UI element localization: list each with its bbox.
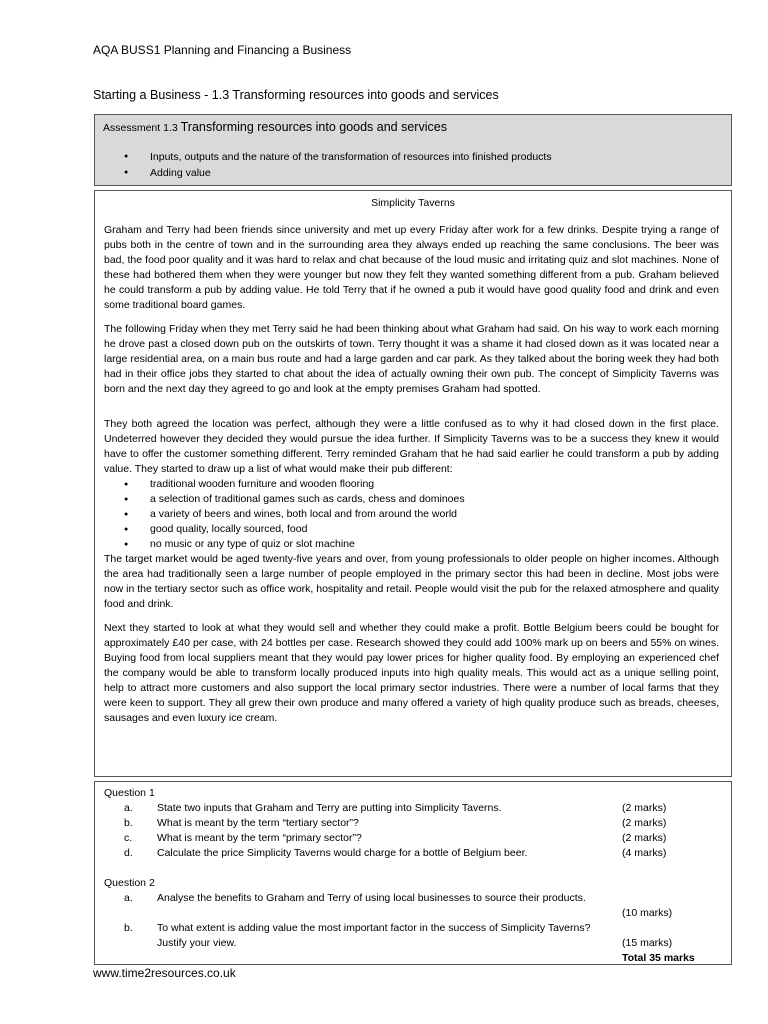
footer-url: www.time2resources.co.uk (93, 966, 236, 980)
assessment-label: Assessment 1.3 (103, 122, 178, 134)
question-text: Analyse the benefits to Graham and Terry of using local businesses to source their products. (157, 892, 586, 904)
question-row (104, 936, 724, 951)
question-row (104, 921, 724, 936)
assessment-heading (103, 120, 447, 134)
question-text: State two inputs that Graham and Terry are putting into Simplicity Taverns. (157, 802, 502, 814)
question-1-label: Question 1 (104, 787, 155, 799)
question-letter: c. (124, 832, 133, 844)
questions-box (94, 781, 732, 965)
assessment-bullets (124, 149, 552, 181)
case-paragraph: The target market would be aged twenty-five years and over, from young professionals to older people on higher incomes. Although the area had traditionally seen a large number of people employed in the primary sector this had been in decline. Most jobs were now in the tertiary sector such as office work, hospitality and retail. People would visit the pub for the relaxed atmosphere and quality food and drink. (104, 553, 719, 610)
case-paragraph: They both agreed the location was perfect, although they were a little confused as to why it had closed down in the first place. Undeterred however they decided they would pursue the idea further. If Simplicity Taverns was to be a success they knew it would have to offer the customer something different. Terry reminded Graham that he had said earlier he could transform a pub by adding value. They started to draw up a list of what would make their pub different: (104, 418, 719, 475)
topic-title: Starting a Business - 1.3 Transforming resources into goods and services (93, 88, 499, 102)
question-row (104, 846, 724, 861)
assessment-bullet: ● Adding value (124, 165, 552, 181)
question-row (104, 831, 724, 846)
total-marks: Total 35 marks (622, 952, 695, 964)
question-letter: a. (124, 802, 133, 814)
question-marks: (2 marks) (622, 802, 667, 814)
question-row (104, 891, 724, 906)
question-marks: (2 marks) (622, 817, 667, 829)
question-marks: (10 marks) (622, 907, 673, 919)
list-item: ● traditional wooden furniture and wooden flooring (124, 477, 719, 492)
question-text: Justify your view. (157, 937, 237, 949)
case-paragraph: The following Friday when they met Terry said he had been thinking about what Graham had said. On his way to work each morning he drove past a closed down pub on the outskirts of town. Terry thought it was a shame it had closed down as it was located near a large residential area, on a main bus route and had a large garden and car park. As they talked about the boring week they had both had in their office jobs they started to chat about the idea of actually owning their own pub. The concept of Simplicity Taverns was born and the next day they agreed to go and look at the empty premises Graham had spotted. (104, 323, 719, 395)
case-paragraph: Next they started to look at what they would sell and whether they could make a profit. Bottle Belgium beers could be bought for approximately £40 per case, with 24 bottles per case. Research showed they could add 100% mark up on beers and 55% on wines. Buying food from local suppliers meant that they would pay lower prices for higher quality food. By employing an experienced chef the company would be able to transform locally produced inputs into high quality meals. This would act as a unique selling point, help to attract more customers and also support the local primary sector industries. There were a number of local farms that they were keen to support. They all grew their own produce and many offered a variety of high quality produce such as breads, cheeses, sausages and even luxury ice cream. (104, 622, 719, 724)
question-marks: (4 marks) (622, 847, 667, 859)
question-letter: d. (124, 847, 133, 859)
question-text: What is meant by the term “primary sector”? (157, 832, 362, 844)
course-title: AQA BUSS1 Planning and Financing a Business (93, 43, 352, 57)
question-row (104, 906, 724, 921)
case-study-title: Simplicity Taverns (371, 197, 455, 209)
case-study-body (104, 223, 719, 735)
question-row (104, 801, 724, 816)
assessment-box (94, 114, 732, 186)
assessment-title: Transforming resources into goods and services (180, 120, 447, 134)
question-letter: b. (124, 922, 133, 934)
list-item: ● good quality, locally sourced, food (124, 522, 719, 537)
question-letter: b. (124, 817, 133, 829)
list-item: ● a selection of traditional games such as cards, chess and dominoes (124, 492, 719, 507)
case-study-box (94, 190, 732, 777)
question-letter: a. (124, 892, 133, 904)
question-row (104, 951, 724, 966)
question-text: To what extent is adding value the most important factor in the success of Simplicity Taverns? (157, 922, 591, 934)
list-item: ● no music or any type of quiz or slot machine (124, 537, 719, 552)
differentiators-list (124, 477, 719, 552)
question-row (104, 816, 724, 831)
question-text: What is meant by the term “tertiary sector”? (157, 817, 359, 829)
list-item: ● a variety of beers and wines, both local and from around the world (124, 507, 719, 522)
assessment-bullet: ● Inputs, outputs and the nature of the transformation of resources into finished products (124, 149, 552, 165)
question-2-label: Question 2 (104, 877, 155, 889)
questions-content (104, 786, 724, 966)
question-marks: (2 marks) (622, 832, 667, 844)
question-text: Calculate the price Simplicity Taverns would charge for a bottle of Belgium beer. (157, 847, 528, 859)
question-marks: (15 marks) (622, 937, 673, 949)
case-paragraph: Graham and Terry had been friends since university and met up every Friday after work for a few drinks. Despite trying a range of pubs both in the centre of town and in the surrounding area they always ended up reaching the same conclusions. The beer was bad, the food poor quality and it was hard to relax and chat because of the loud music and irritating quiz and slot machines. None of these had bothered them when they were younger but now they felt they wanted something different from a pub. Graham believed he could transform a pub by adding value. He told Terry that if he owned a pub it would have good quality food and drink and even some traditional board games. (104, 224, 719, 311)
